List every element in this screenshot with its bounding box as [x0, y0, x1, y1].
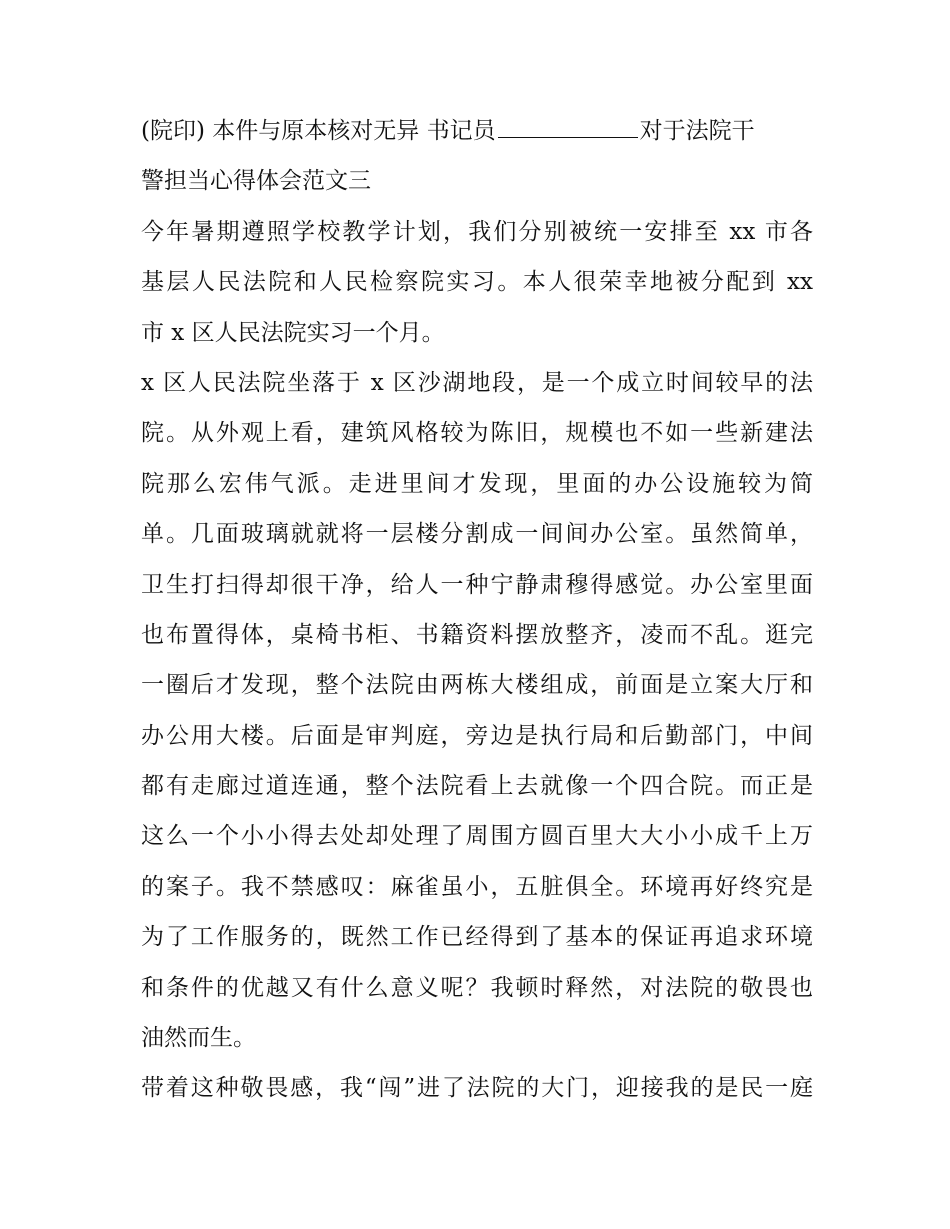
header-line — [141, 106, 813, 156]
paragraph-line: 基层人民法院和人民检察院实习。本人很荣幸地被分配到 xx — [141, 269, 813, 296]
paragraph-line: 卫生打扫得却很干净，给人一种宁静肃穆得感觉。办公室里面 — [141, 571, 813, 598]
paragraph-line: 油然而生。 — [141, 1025, 256, 1052]
paragraph-line: 办公用大楼。后面是审判庭，旁边是执行局和后勤部门，中间 — [141, 722, 813, 749]
paragraph-line: 单。几面玻璃就就将一层楼分割成一间间办公室。虽然简单， — [141, 521, 813, 548]
paragraph-line: 今年暑期遵照学校教学计划，我们分别被统一安排至 xx 市各 — [141, 218, 813, 245]
paragraph-line: 为了工作服务的，既然工作已经得到了基本的保证再追求环境 — [141, 924, 813, 951]
paragraph-2 — [141, 358, 813, 1063]
paragraph-line: 院。从外观上看，建筑风格较为陈旧，规模也不如一些新建法 — [141, 420, 813, 447]
paragraph-line: 也布置得体，桌椅书柜、书籍资料摆放整齐，凌而不乱。逛完 — [141, 621, 813, 648]
paragraph-1 — [141, 207, 813, 358]
paragraph-line: 和条件的优越又有什么意义呢？我顿时释然，对法院的敬畏也 — [141, 974, 813, 1001]
paragraph-3 — [141, 1063, 813, 1113]
paragraph-line: x 区人民法院坐落于 x 区沙湖地段，是一个成立时间较早的法 — [141, 369, 813, 396]
document-body — [141, 106, 813, 1114]
document-title: 警担当心得体会范文三 — [141, 168, 371, 195]
clerk-signature-blank — [498, 117, 638, 138]
paragraph-line: 一圈后才发现，整个法院由两栋大楼组成，前面是立案大厅和 — [141, 672, 813, 699]
paragraph-line: 这么一个小小得去处却处理了周围方圆百里大大小小成千上万 — [141, 823, 813, 850]
paragraph-line: 都有走廊过道连通，整个法院看上去就像一个四合院。而正是 — [141, 773, 813, 800]
header-prefix: (院印) 本件与原本核对无异 书记员 — [141, 118, 496, 144]
header-suffix: 对于法院干 — [639, 118, 755, 144]
paragraph-line: 带着这种敬畏感，我“闯”进了法院的大门，迎接我的是民一庭 — [141, 1075, 813, 1102]
paragraph-line: 市 x 区人民法院实习一个月。 — [141, 319, 445, 346]
paragraph-line: 院那么宏伟气派。走进里间才发现，里面的办公设施较为简 — [141, 470, 813, 497]
paragraph-line: 的案子。我不禁感叹：麻雀虽小，五脏俱全。环境再好终究是 — [141, 873, 813, 900]
